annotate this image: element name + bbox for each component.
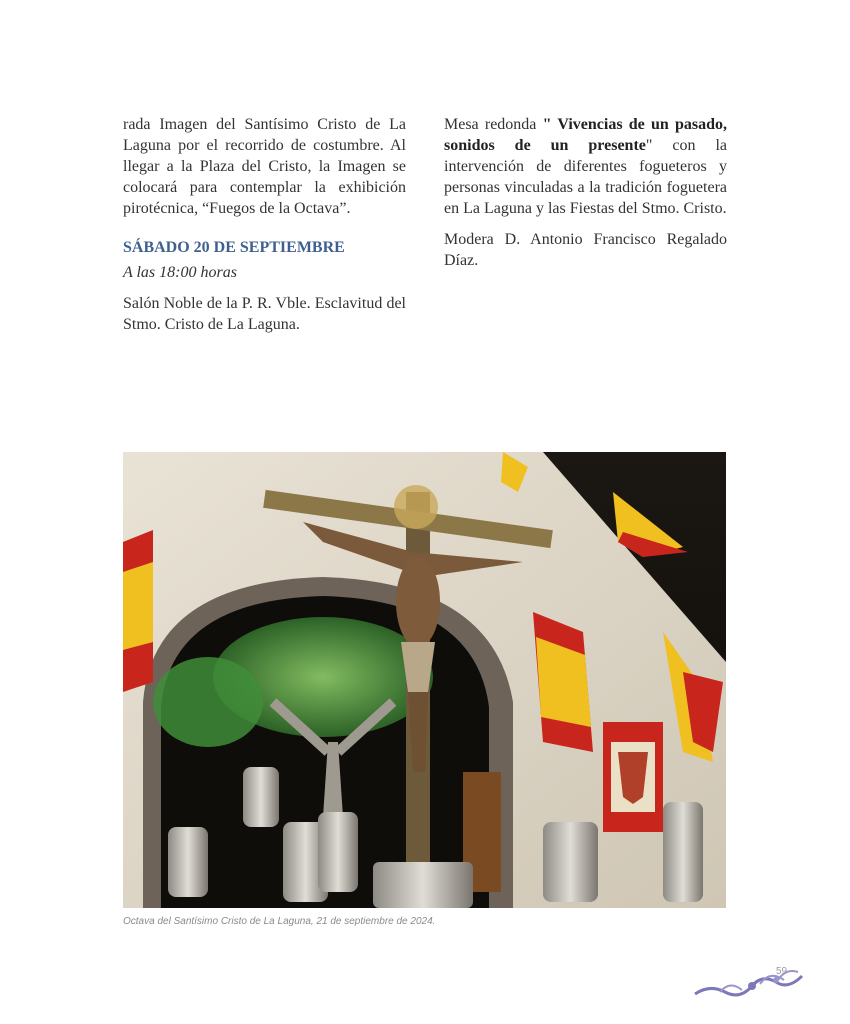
page-number: 59 — [776, 966, 788, 977]
left-column — [123, 114, 406, 345]
ornament-icon — [690, 962, 810, 1002]
procession-photo — [123, 452, 726, 908]
event-venue: Salón Noble de la P. R. Vble. Esclavitud del Stmo. Cristo de La Laguna. — [123, 295, 406, 333]
green-foliage — [153, 657, 263, 747]
event-time: A las 18:00 horas — [123, 264, 237, 281]
photo-illustration — [123, 452, 726, 908]
round-table-rest: " con la intervención de diferentes fogueteros y personas vinculadas a la tradición foguetera en La Laguna y las Fiestas del Stmo. Cristo. — [444, 137, 727, 217]
moderator-paragraph: Modera D. Antonio Francisco Regalado Díaz. — [444, 231, 727, 269]
coat-of-arms-banner — [603, 722, 663, 832]
intro-paragraph: rada Imagen del Santísimo Cristo de La Laguna por el recorrido de costumbre. Al llegar a la Plaza del Cristo, la Imagen se colocará para contemplar la exhibición pirotécnica, “Fuegos de la Octava”. — [123, 116, 406, 217]
round-table-title: " Vivencias de un pasado, sonidos de un presente — [444, 116, 727, 154]
section-heading: SÁBADO 20 DE SEPTIEMBRE — [123, 239, 345, 256]
round-table-lead: Mesa redonda — [444, 116, 543, 133]
round-table-paragraph — [444, 114, 727, 219]
right-column — [444, 114, 727, 281]
photo-caption: Octava del Santísimo Cristo de La Laguna, 21 de septiembre de 2024. — [123, 916, 436, 927]
